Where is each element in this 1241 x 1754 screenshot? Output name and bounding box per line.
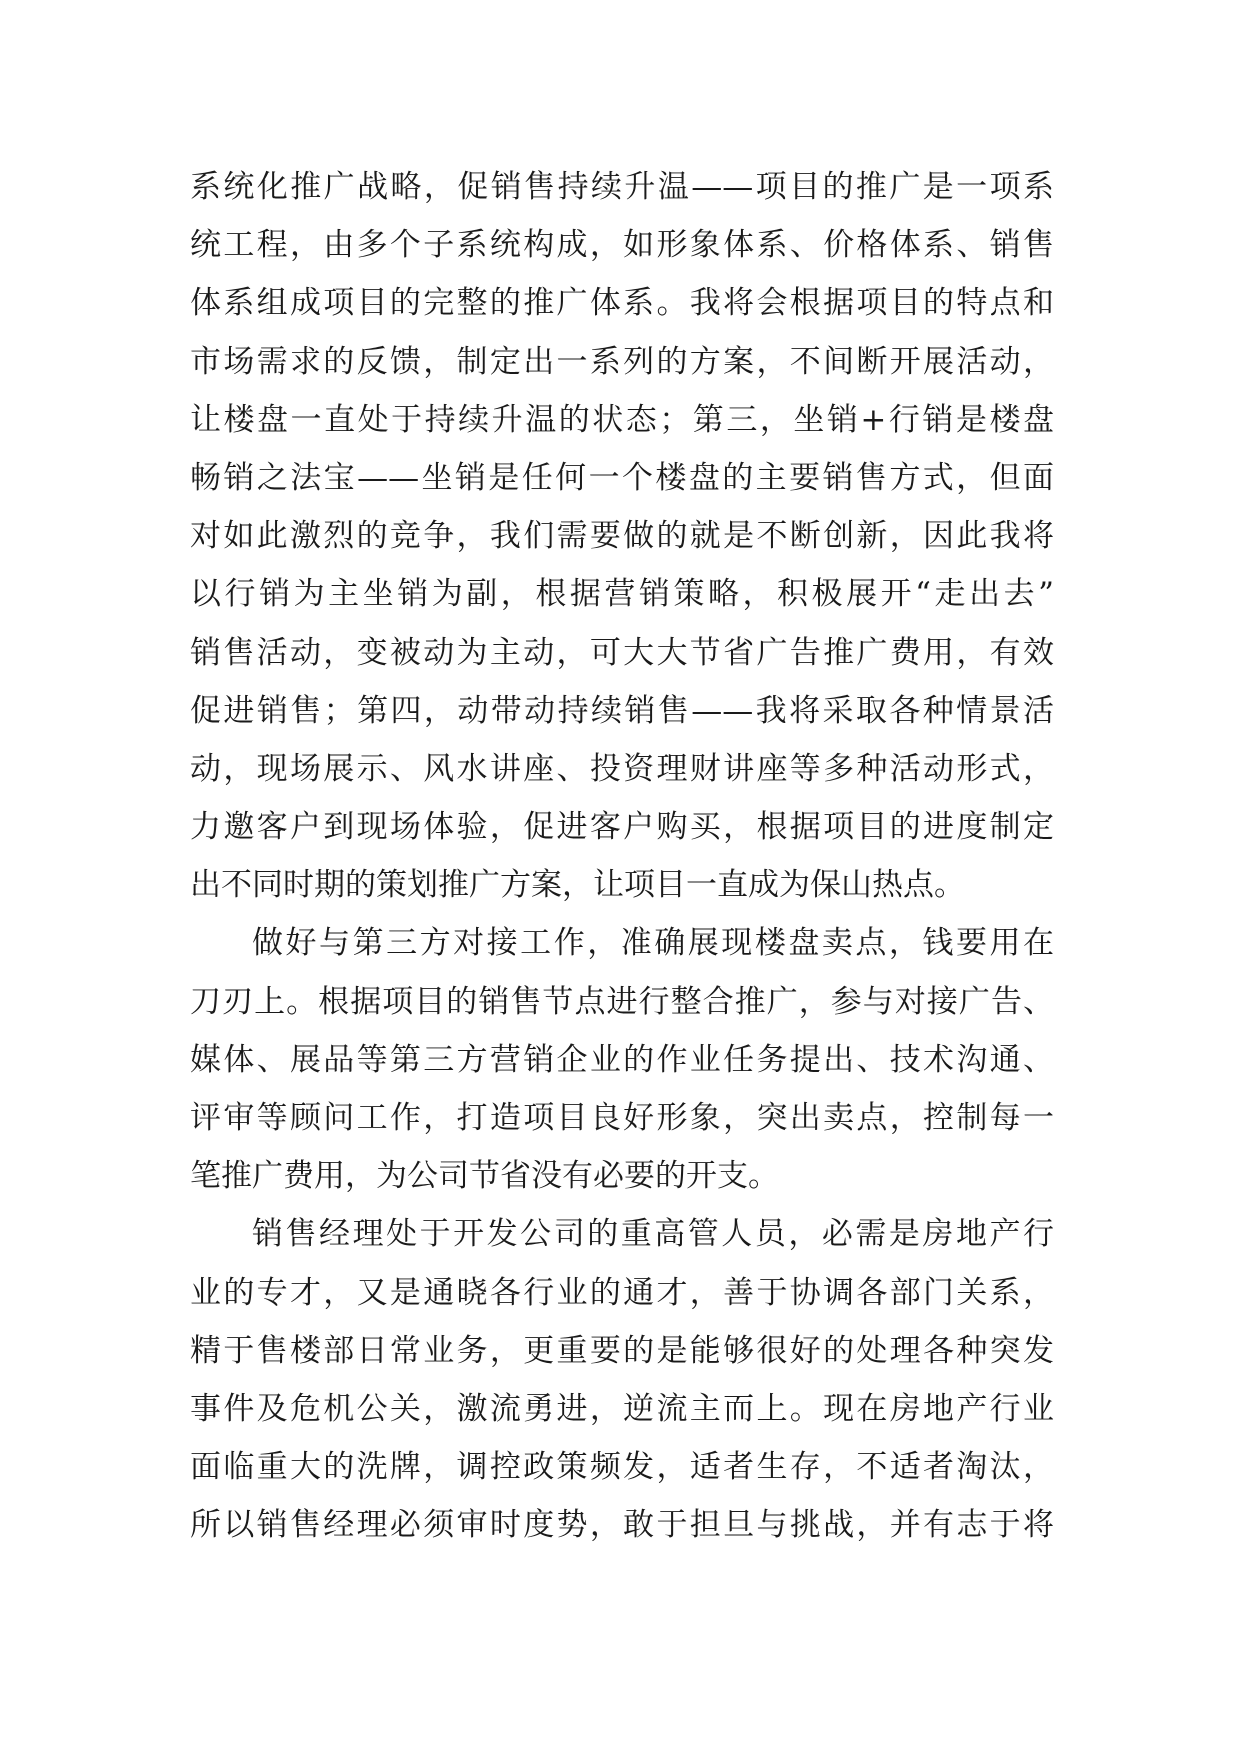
document-body	[190, 158, 1054, 1555]
text-line: 系统化推广战略，促销售持续升温——项目的推广是一项系	[190, 169, 1054, 205]
text-line: 媒体、展品等第三方营销企业的作业任务提出、技术沟通、	[190, 1041, 1054, 1078]
text-line: 促进销售；第四，动带动持续销售——我将采取各种情景活	[190, 692, 1054, 729]
text-line: 精于售楼部日常业务，更重要的是能够很好的处理各种突发	[190, 1332, 1054, 1369]
text-line: 以行销为主坐销为副，根据营销策略，积极展开“走出去”	[190, 576, 1054, 613]
text-line: 力邀客户到现场体验，促进客户购买，根据项目的进度制定	[190, 809, 1054, 846]
text-line: 对如此激烈的竞争，我们需要做的就是不断创新，因此我将	[190, 518, 1054, 555]
text-line: 畅销之法宝——坐销是任何一个楼盘的主要销售方式，但面	[190, 459, 1054, 496]
text-line: 业的专才，又是通晓各行业的通才，善于协调各部门关系，	[190, 1274, 1054, 1311]
text-line: 评审等顾问工作，打造项目良好形象，突出卖点，控制每一	[190, 1100, 1054, 1136]
text-line: 统工程，由多个子系统构成，如形象体系、价格体系、销售	[190, 227, 1054, 264]
text-line: 事件及危机公关，激流勇进，逆流主而上。现在房地产行业	[190, 1390, 1054, 1427]
text-line: 刀刃上。根据项目的销售节点进行整合推广，参与对接广告、	[190, 983, 1054, 1020]
text-line: 体系组成项目的完整的推广体系。我将会根据项目的特点和	[190, 285, 1054, 322]
text-line: 笔推广费用，为公司节省没有必要的开支。	[190, 1158, 779, 1195]
text-line: 让楼盘一直处于持续升温的状态；第三，坐销+行销是楼盘	[190, 401, 1054, 438]
text-line: 出不同时期的策划推广方案，让项目一直成为保山热点。	[190, 867, 965, 904]
text-line: 动，现场展示、风水讲座、投资理财讲座等多种活动形式，	[190, 750, 1054, 787]
text-line: 做好与第三方对接工作，准确展现楼盘卖点，钱要用在	[252, 925, 1054, 962]
text-line: 销售活动，变被动为主动，可大大节省广告推广费用，有效	[190, 634, 1054, 671]
text-line: 面临重大的洗牌，调控政策频发，适者生存，不适者淘汰，	[190, 1449, 1054, 1486]
text-line: 销售经理处于开发公司的重高管人员，必需是房地产行	[252, 1216, 1054, 1253]
text-line: 市场需求的反馈，制定出一系列的方案，不间断开展活动，	[190, 343, 1054, 380]
text-line: 所以销售经理必须审时度势，敢于担旦与挑战，并有志于将	[190, 1507, 1054, 1544]
